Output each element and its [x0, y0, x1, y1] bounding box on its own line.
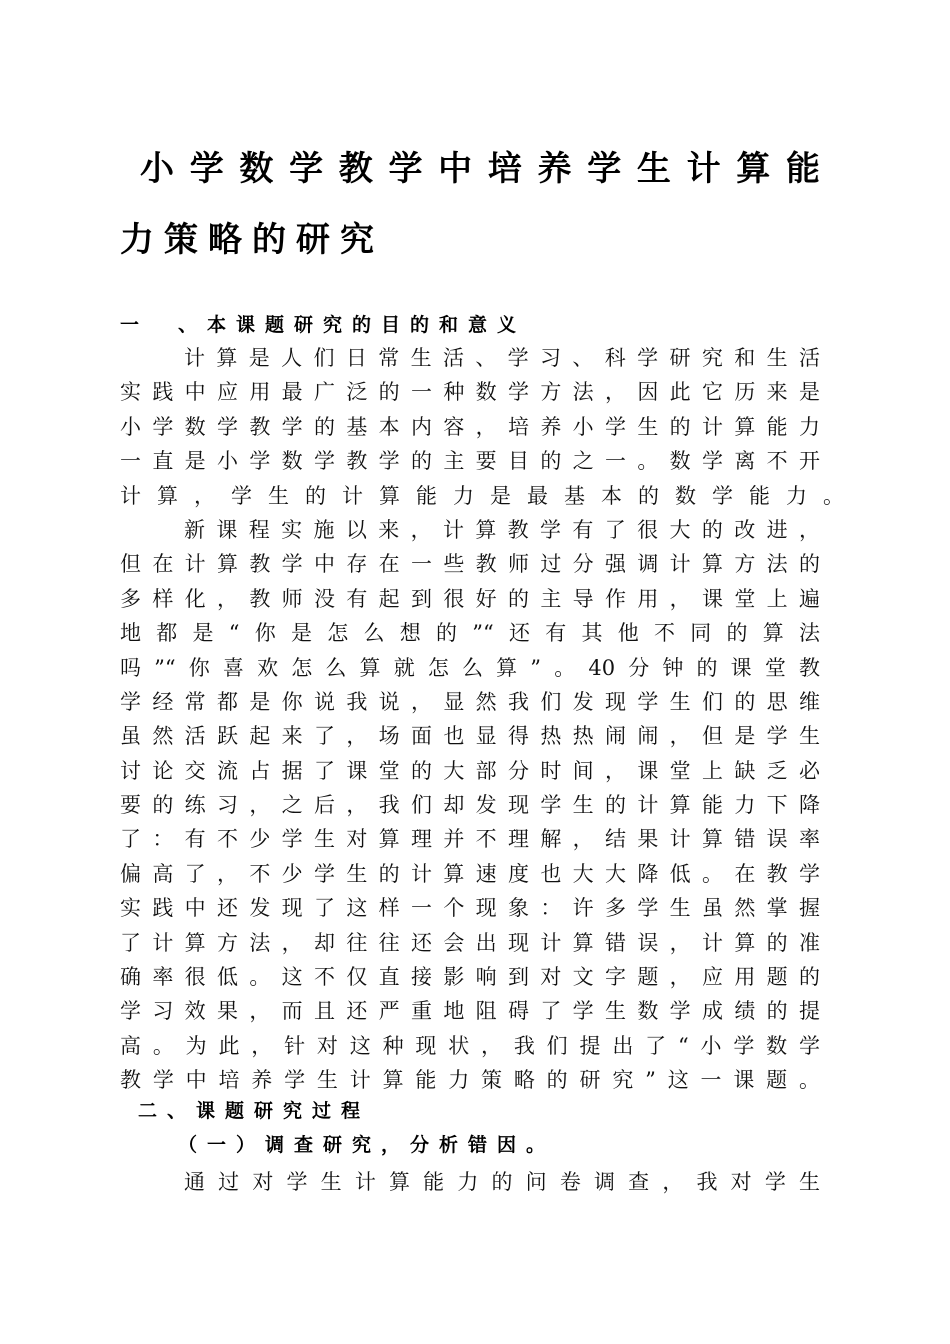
paragraph-line: 一直是小学数学教学的主要目的之一。数学离不开: [120, 449, 820, 474]
paragraph-line: 讨论交流占据了课堂的大部分时间，课堂上缺乏必: [120, 758, 820, 783]
paragraph-line: 通过对学生计算能力的问卷调查，我对学生: [184, 1170, 820, 1194]
paragraph-line: 计算是人们日常生活、学习、科学研究和生活: [184, 346, 820, 370]
paragraph-line: 了：有不少学生对算理并不理解，结果计算错误率: [120, 827, 820, 852]
paragraph-line: 地都是“你是怎么想的”“还有其他不同的算法: [120, 621, 820, 646]
paragraph-line: 实践中还发现了这样一个现象：许多学生虽然掌握: [120, 896, 820, 921]
document-title-line-1: 小学数学教学中培养学生计算能: [140, 149, 820, 189]
paragraph-line: 计算，学生的计算能力是最基本的数学能力。: [120, 483, 860, 508]
paragraph-line: 学经常都是你说我说，显然我们发现学生们的思维: [120, 689, 820, 714]
paragraph-line: 偏高了，不少学生的计算速度也大大降低。在教学: [120, 861, 820, 886]
paragraph-line: 确率很低。这不仅直接影响到对文字题，应用题的: [120, 965, 820, 990]
paragraph-line: 小学数学教学的基本内容，培养小学生的计算能力: [120, 414, 820, 439]
paragraph-line: 吗”“你喜欢怎么算就怎么算”。40分钟的课堂教: [120, 655, 820, 680]
paragraph-line: 了计算方法，却往往还会出现计算错误，计算的准: [120, 930, 820, 955]
paragraph-line: 多样化，教师没有起到很好的主导作用，课堂上遍: [120, 586, 820, 611]
paragraph-line: 虽然活跃起来了，场面也显得热热闹闹，但是学生: [120, 724, 820, 749]
paragraph-line: 学习效果，而且还严重地阻碍了学生数学成绩的提: [120, 999, 820, 1024]
section-heading-2: 二、课题研究过程: [138, 1100, 371, 1122]
section-1-body: [120, 341, 860, 1098]
paragraph-line: 新课程实施以来，计算教学有了很大的改进，: [184, 517, 820, 542]
paragraph-line: 教学中培养学生计算能力策略的研究”这一课题。: [120, 1068, 820, 1093]
paragraph-line: 实践中应用最广泛的一种数学方法，因此它历来是: [120, 380, 820, 405]
paragraph-line: 但在计算教学中存在一些教师过分强调计算方法的: [120, 552, 820, 577]
section-2-body: [120, 1165, 820, 1199]
section-heading-1: 一 、本课题研究的目的和意义: [120, 314, 527, 336]
subsection-heading-1: （一）调查研究，分析错因。: [178, 1134, 556, 1156]
document-title-line-2: 力策略的研究: [120, 220, 384, 260]
paragraph-line: 要的练习，之后，我们却发现学生的计算能力下降: [120, 793, 820, 818]
paragraph-line: 高。为此，针对这种现状，我们提出了“小学数学: [120, 1033, 820, 1058]
